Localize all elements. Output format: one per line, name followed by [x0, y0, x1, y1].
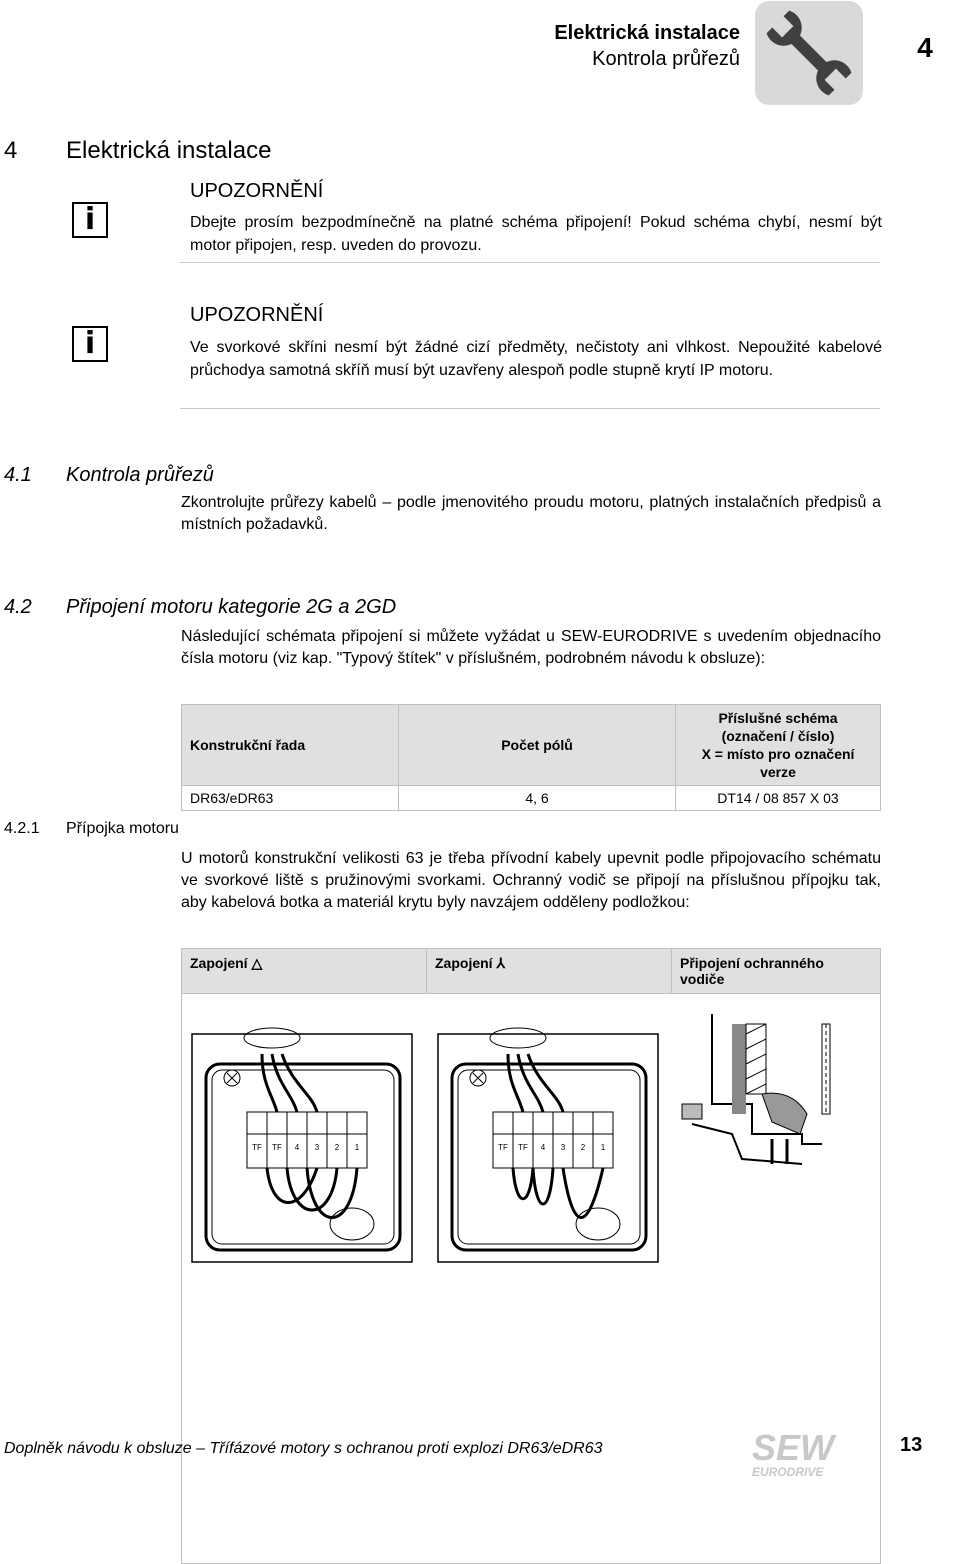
page-number: 13 [900, 1434, 923, 1456]
col-header: Konstrukční řada [182, 705, 399, 786]
note-text: Ve svorkové skříni nesmí být žádné cizí předměty, nečistoty ani vlhkost. Nepoužité kabelové průchodya samotná skříň musí být uzavřeny alespoň podle stupně krytí IP motoru. [190, 339, 882, 379]
star-terminal-diagram [438, 1028, 658, 1262]
note-text: Dbejte prosím bezpodmínečně na platné schéma připojení! Pokud schéma chybí, nesmí být motor připojen, resp. uveden do provozu. [190, 214, 882, 254]
terminal-label: TF [252, 1143, 262, 1152]
chapter-number: 4 [917, 32, 933, 63]
logo-subtext: EURODRIVE [752, 1465, 824, 1478]
subsection-number: 4.1 [4, 464, 32, 486]
subsection-title: Připojení motoru kategorie 2G a 2GD [66, 596, 397, 618]
header-subtitle: Kontrola průřezů [592, 48, 740, 70]
terminal-label: 1 [354, 1143, 360, 1152]
subsection-number: 4.2 [4, 596, 32, 618]
header-title: Elektrická instalace [554, 22, 740, 44]
terminal-label: 4 [294, 1143, 300, 1152]
terminal-label: 2 [580, 1143, 586, 1152]
subsection-text: Zkontrolujte průřezy kabelů – podle jmenovitého proudu motoru, platných instalačních předpisů a místních požadavků. [181, 494, 881, 533]
subsection-text: Následující schémata připojení si můžete vyžádat u SEW-EURODRIVE s uvedením objednacího čísla motoru (viz kap. "Typový štítek" v příslušném, podrobném návodu k obsluze): [181, 628, 881, 667]
terminal-label: TF [498, 1143, 508, 1152]
delta-terminal-diagram [192, 1028, 412, 1262]
table-cell: DR63/eDR63 [182, 786, 399, 811]
terminal-label: 3 [314, 1143, 320, 1152]
note-heading: UPOZORNĚNÍ [190, 180, 324, 202]
col-header: Zapojení △ [182, 949, 427, 994]
col-header: Připojení ochranného vodiče [672, 949, 881, 994]
sew-eurodrive-logo [752, 1426, 862, 1478]
terminal-label: 4 [540, 1143, 546, 1152]
col-header: Počet pólů [399, 705, 676, 786]
info-icon: i [72, 326, 108, 362]
divider [180, 408, 880, 409]
schema-table [181, 704, 881, 811]
ground-connection-diagram [682, 1014, 830, 1164]
subsection-number: 4.2.1 [4, 820, 40, 837]
subsection-title: Kontrola průřezů [66, 464, 214, 486]
terminal-label: 1 [600, 1143, 606, 1152]
table-cell: 4, 6 [399, 786, 676, 811]
col-header: Zapojení ⅄ [427, 949, 672, 994]
section-number: 4 [4, 137, 18, 164]
terminal-label: TF [272, 1143, 282, 1152]
divider [180, 262, 880, 263]
table-cell: DT14 / 08 857 X 03 [676, 786, 881, 811]
terminal-diagrams [182, 994, 880, 1266]
logo-text: SEW [752, 1427, 835, 1468]
subsection-title: Přípojka motoru [66, 820, 179, 837]
terminal-label: TF [518, 1143, 528, 1152]
wrench-icon [755, 1, 863, 105]
terminal-label: 3 [560, 1143, 566, 1152]
terminal-label: 2 [334, 1143, 340, 1152]
footer-text: Doplněk návodu k obsluze – Třífázové motory s ochranou proti explozi DR63/eDR63 [4, 1440, 603, 1457]
section-title: Elektrická instalace [66, 137, 272, 164]
subsection-text: U motorů konstrukční velikosti 63 je třeba přívodní kabely upevnit podle připojovacího schématu ve svorkové liště s pružinovými svorkami. Ochranný vodič se připojí na příslušnou přípojku tak, aby kabelová botka a materiál krytu byly navzájem odděleny podložkou: [181, 850, 881, 911]
col-header: Příslušné schéma (označení / číslo) X = místo pro označení verze [676, 705, 881, 786]
note-heading: UPOZORNĚNÍ [190, 304, 324, 326]
info-icon: i [72, 202, 108, 238]
